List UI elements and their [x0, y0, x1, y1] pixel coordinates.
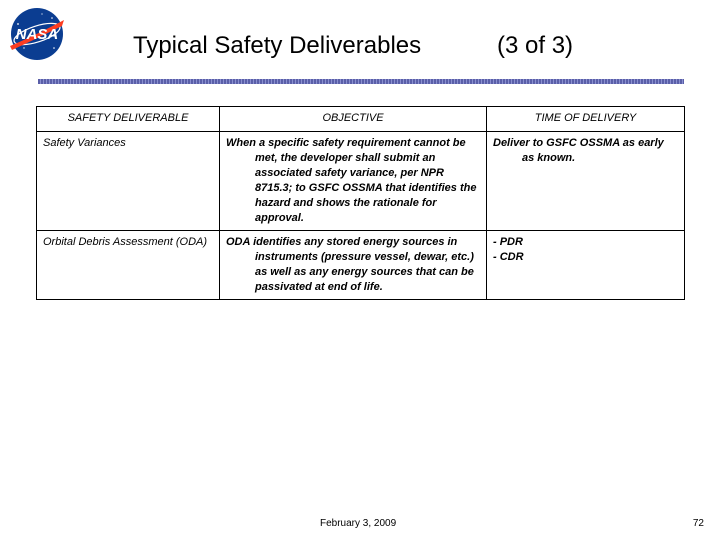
- table-row: [37, 231, 685, 300]
- footer-date: February 3, 2009: [320, 518, 397, 529]
- page-title: Typical Safety Deliverables: [133, 32, 422, 59]
- nasa-logo-text: NASA: [15, 26, 59, 43]
- objective-cell: [220, 132, 487, 231]
- column-header-objective: OBJECTIVE: [220, 107, 487, 132]
- delivery-cell: [487, 132, 685, 231]
- delivery-text: Deliver to GSFC OSSMA as early as known.: [493, 137, 664, 164]
- page-number: 72: [692, 518, 704, 529]
- objective-cell: [220, 231, 487, 300]
- deliverable-text: Safety Variances: [43, 137, 126, 149]
- deliverable-cell: [37, 231, 220, 300]
- delivery-item: - PDR: [493, 236, 523, 248]
- table-row: [37, 132, 685, 231]
- delivery-cell: [487, 231, 685, 300]
- page-subtitle: (3 of 3): [497, 32, 574, 59]
- delivery-item: - CDR: [493, 251, 524, 263]
- column-header-delivery: TIME OF DELIVERY: [487, 107, 685, 132]
- objective-text: ODA identifies any stored energy sources in instruments (pressure vessel, dewar, etc.) as well as any energy sources that can be passivated at end of life.: [226, 236, 474, 293]
- deliverable-cell: [37, 132, 220, 231]
- deliverables-table: [36, 106, 685, 300]
- deliverable-text: Orbital Debris Assessment (ODA): [43, 236, 208, 248]
- column-header-deliverable: SAFETY DELIVERABLE: [37, 107, 220, 132]
- title-divider: [38, 79, 684, 84]
- table-header-row: [37, 107, 685, 132]
- nasa-logo: [4, 6, 70, 62]
- objective-text: When a specific safety requirement cannot be met, the developer shall submit an associated safety variance, per NPR 8715.3; to GSFC OSSMA that identifies the hazard and shows the rationale for approval.: [226, 137, 477, 224]
